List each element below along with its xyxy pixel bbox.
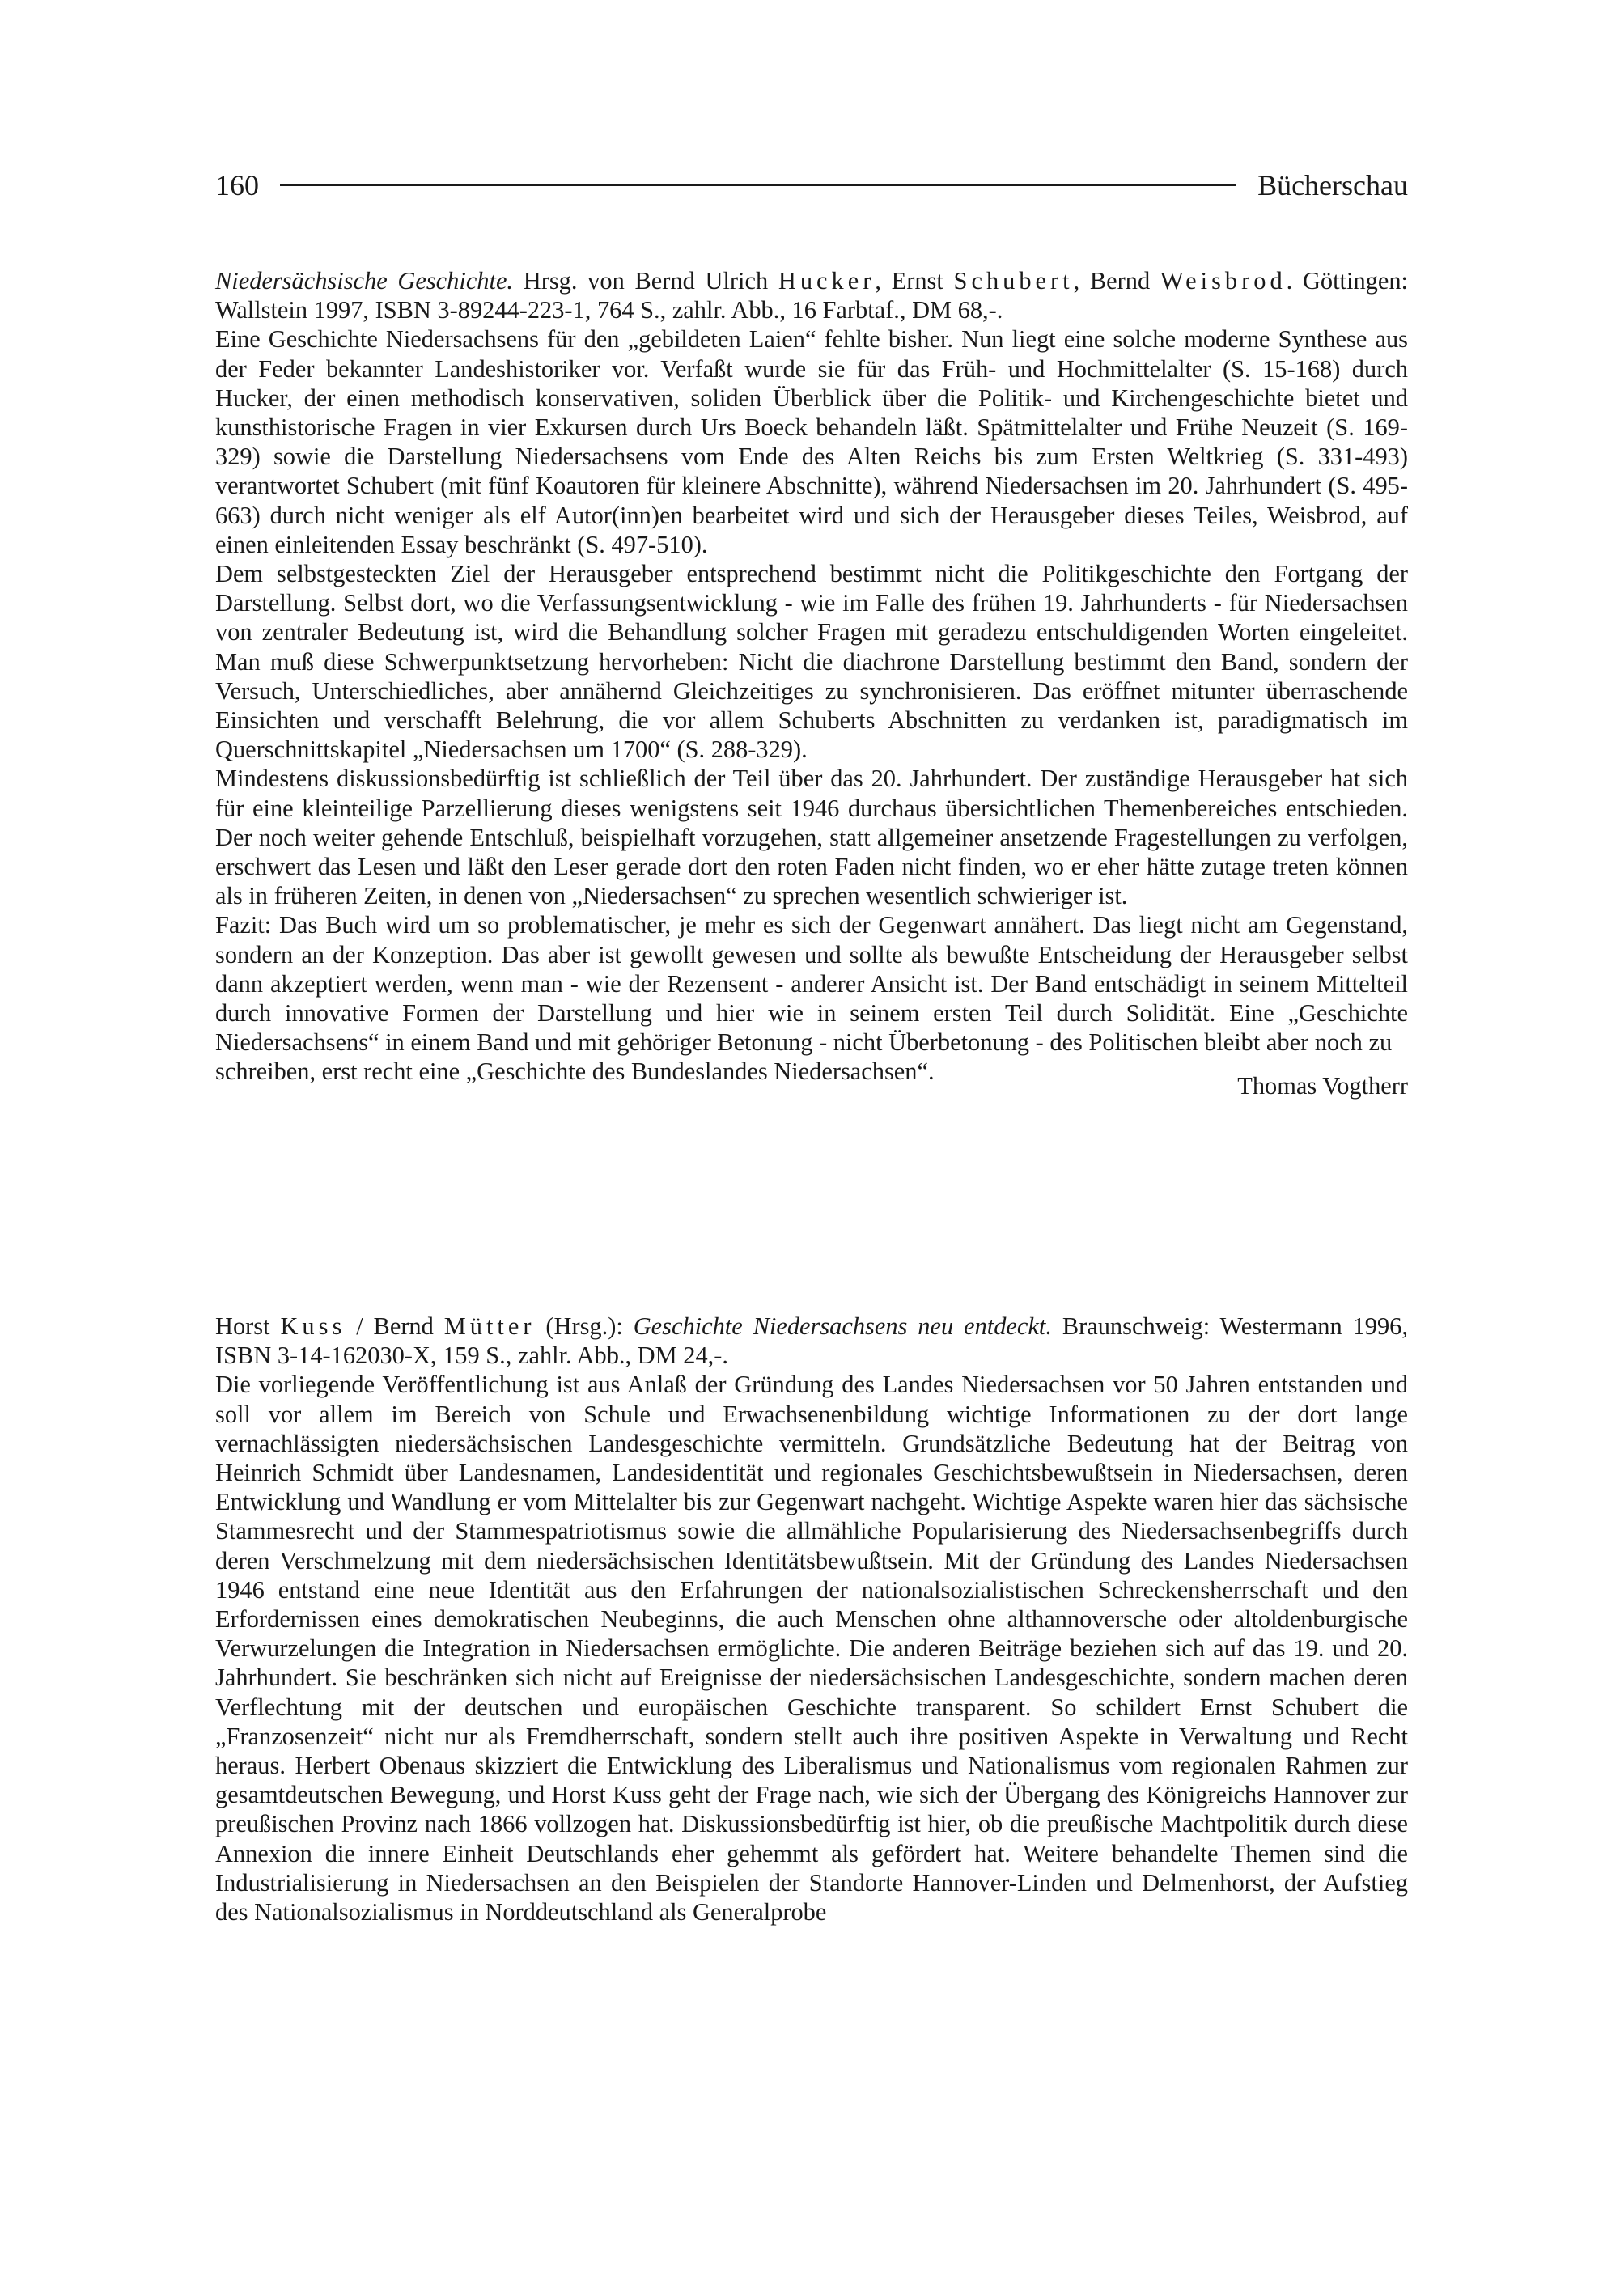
reviewer-name: Thomas Vogtherr (1237, 1072, 1408, 1100)
document-page (215, 0, 1408, 2293)
book-title: Geschichte Niedersachsens neu entdeckt. (633, 1312, 1052, 1340)
publication-details: . Göttingen: Wallstein 1997, ISBN 3-89244-223-1, 764 S., zahlr. Abb., 16 Farbtaf., DM 68,-. (215, 267, 1408, 324)
editor-name: Schubert (953, 267, 1074, 295)
review-paragraph: Fazit: Das Buch wird um so problematischer, je mehr es sich der Gegenwart annähert. Das liegt nicht am Gegenstand, sondern an der Konzeption. Das aber ist gewollt gewesen und sollte als bewußte Entscheidung der Herausgeber selbst dann akzeptiert werden, wenn man - wie der Rezensent - anderer Ansicht ist. Der Band entschädigt in seinem Mittelteil durch innovative Formen der Darstellung und hier wie in seinem ersten Teil durch Solidität. Eine „Geschichte Niedersachsens“ in einem Band und mit gehöriger Betonung - nicht Überbetonung - des Politischen bleibt aber noch zu (215, 911, 1408, 1057)
review-geschichte-niedersachsens-neu-entdeckt (215, 1312, 1408, 1926)
citation-text: Hrsg. von Bernd Ulrich (523, 267, 778, 295)
closing-line (215, 1057, 1408, 1100)
review-paragraph: Eine Geschichte Niedersachsens für den „gebildeten Laien“ fehlte bisher. Nun liegt eine solche moderne Synthese aus der Feder bekannter Landeshistoriker vor. Verfaßt wurde sie für das Früh- und Hochmittelalter (S. 15-168) durch Hucker, der einen methodisch konservativen, soliden Überblick über die Politik- und Kirchengeschichte bietet und kunsthistorische Fragen in vier Exkursen durch Urs Boeck behandeln läßt. Spätmittelalter und Frühe Neuzeit (S. 169-329) sowie die Darstellung Niedersachsens vom Ende des Alten Reichs bis zum Ersten Weltkrieg (S. 331-493) verantwortet Schubert (mit fünf Koautoren für kleinere Abschnitte), während Niedersachsen im 20. Jahrhundert (S. 495-663) durch nicht weniger als elf Autor(inn)en bearbeitet wird und sich der Herausgeber dieses Teiles, Weisbrod, auf einen einleitenden Essay beschränkt (S. 497-510). (215, 325, 1408, 558)
review-paragraph: Die vorliegende Veröffentlichung ist aus Anlaß der Gründung des Landes Niedersachsen vor 50 Jahren entstanden und soll vor allem im Bereich von Schule und Erwachsenenbildung wichtige Informationen zu der dort lange vernachlässigten niedersächsischen Landesgeschichte vermitteln. Grundsätzliche Bedeutung hat der Beitrag von Heinrich Schmidt über Landesnamen, Landesidentität und regionales Geschichtsbewußtsein in Niedersachsen, deren Entwicklung und Wandlung er vom Mittelalter bis zur Gegenwart nachgeht. Wichtige Aspekte waren hier das sächsische Stammesrecht und der Stammespatriotismus sowie die allmähliche Popularisierung des Niedersachsenbegriffs durch deren Verschmelzung mit dem niedersächsischen Identitätsbewußtsein. Mit der Gründung des Landes Niedersachsen 1946 entstand eine neue Identität aus den Erfahrungen der nationalsozialistischen Schreckensherrschaft und den Erfordernissen eines demokratischen Neubeginns, die auch Menschen ohne althannoversche oder altoldenburgische Verwurzelungen die Integration in Niedersachsen ermöglichte. Die anderen Beiträge beziehen sich auf das 19. und 20. Jahrhundert. Sie beschränken sich nicht auf Ereignisse der niedersächsischen Landesgeschichte, sondern machen deren Verflechtung mit der deutschen und europäischen Geschichte transparent. So schildert Ernst Schubert die „Franzosenzeit“ nicht nur als Fremdherrschaft, sondern stellt auch ihre positiven Aspekte in Verwaltung und Recht heraus. Herbert Obenaus skizziert die Entwicklung des Liberalismus und Nationalismus vom regionalen Rahmen zur gesamtdeutschen Bewegung, und Horst Kuss geht der Frage nach, wie sich der Übergang des Königreichs Hannover zur preußischen Provinz nach 1866 vollzogen hat. Diskussionsbedürftig ist hier, ob die preußische Machtpolitik durch diese Annexion die innere Einheit Deutschlands eher gehemmt als gefördert hat. Weitere behandelte Themen sind die Industrialisierung in Niedersachsen an den Beispielen der Standorte Hannover-Linden und Delmenhorst, der Aufstieg des Nationalsozialismus in Norddeutschland als Generalprobe (215, 1371, 1408, 1926)
review-paragraph: Dem selbstgesteckten Ziel der Herausgeber entsprechend bestimmt nicht die Politikgeschichte den Fortgang der Darstellung. Selbst dort, wo die Verfassungsentwicklung - wie im Falle des frühen 19. Jahrhunderts - für Niedersachsen von zentraler Bedeutung ist, wird die Behandlung solcher Fragen mit geradezu entschuldigenden Worten eingeleitet. Man muß diese Schwerpunktsetzung hervorheben: Nicht die diachrone Darstellung bestimmt den Band, sondern der Versuch, Unterschiedliches, aber annähernd Gleichzeitiges zu synchronisieren. Das eröffnet mitunter überraschende Einsichten und verschafft Belehrung, die vor allem Schuberts Abschnitten zu verdanken ist, paradigmatisch im Querschnittskapitel „Niedersachsen um 1700“ (S. 288-329). (215, 560, 1408, 764)
review-niedersaechsische-geschichte (215, 266, 1408, 1100)
review-citation (215, 266, 1408, 324)
editor-name: Hucker (778, 267, 876, 295)
publication-details: Braunschweig: Westermann 1996, ISBN 3-14-162030-X, 159 S., zahlr. Abb., DM 24,-. (215, 1312, 1408, 1370)
header-rule (280, 184, 1236, 186)
citation-text: , Ernst (875, 267, 954, 295)
book-title: Niedersächsische Geschichte. (215, 267, 514, 295)
review-paragraph: Mindestens diskussionsbedürftig ist schließlich der Teil über das 20. Jahrhundert. Der zuständige Herausgeber hat sich für eine kleinteilige Parzellierung dieses wenigstens seit 1946 durchaus übersichtlichen Themenbereiches entschieden. Der noch weiter gehende Entschluß, beispielhaft vorzugehen, statt allgemeiner ansetzende Fragestellungen zu verfolgen, erschwert das Lesen und läßt den Leser gerade dort den roten Faden nicht finden, wo er eher hätte zutage treten können als in früheren Zeiten, in denen von „Niedersachsen“ zu sprechen wesentlich schwieriger ist. (215, 765, 1408, 910)
citation-text: / Bernd (346, 1312, 444, 1340)
review-citation (215, 1312, 1408, 1370)
citation-text: , Bernd (1073, 267, 1160, 295)
citation-text: (Hrsg.): (535, 1312, 634, 1340)
section-title: Bücherschau (1257, 169, 1408, 201)
review-last-line: schreiben, erst recht eine „Geschichte des Bundeslandes Niedersachsen“. (215, 1057, 935, 1086)
editor-name: Kuss (280, 1312, 346, 1340)
editor-name: Mütter (443, 1312, 536, 1340)
running-head (215, 165, 1408, 206)
citation-text: Horst (215, 1312, 281, 1340)
page-number: 160 (215, 169, 259, 201)
editor-name: Weisbrod (1160, 267, 1287, 295)
